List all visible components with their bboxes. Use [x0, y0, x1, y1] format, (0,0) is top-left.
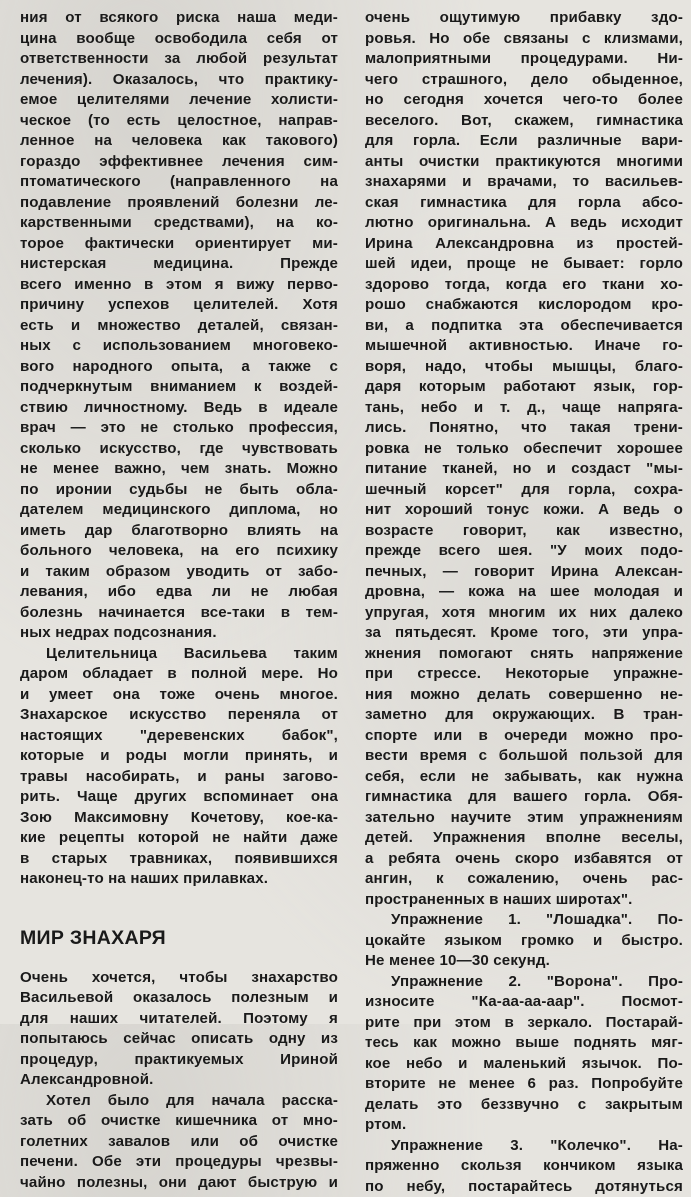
- text-line: которые и роды могли принять, и: [20, 746, 338, 767]
- text-line: ви, а подпитка эта обеспечивается: [365, 316, 683, 337]
- text-line: карственными средствами), на ко-: [20, 213, 338, 234]
- text-line: зать об очистке кишечника от мно-: [20, 1111, 338, 1132]
- text-line: Хотел было для начала расска-: [20, 1091, 338, 1112]
- text-line: чего страшного, дело обыденное,: [365, 70, 683, 91]
- text-line: сколько искусство, где чувствовать: [20, 439, 338, 460]
- text-line: возрасте говорит, как известно,: [365, 521, 683, 542]
- text-line: кие рецепты которой не найти даже: [20, 828, 338, 849]
- text-line: шечный корсет" для горла, сохра-: [365, 480, 683, 501]
- section-heading: МИР ЗНАХАРЯ: [20, 928, 338, 952]
- text-line: по иронии судьбы не быть обла-: [20, 480, 338, 501]
- text-line: пряженно скользя кончиком языка: [365, 1156, 683, 1177]
- text-line: чайно полезны, они дают быструю и: [20, 1173, 338, 1194]
- text-line: ных с использованием многовеко-: [20, 336, 338, 357]
- text-line: даром обладает в полной мере. Но: [20, 664, 338, 685]
- text-line: иметь дар благотворно влиять на: [20, 521, 338, 542]
- text-line: Знахарское искусство переняла от: [20, 705, 338, 726]
- text-line: знахарями и врачами, то васильев-: [365, 172, 683, 193]
- text-line: наконец-то на наших прилавках.: [20, 869, 338, 890]
- paragraph: [20, 1091, 338, 1194]
- text-line: всего именно в этом я вижу перво-: [20, 275, 338, 296]
- text-line: питание тканей, но и создаст "мы-: [365, 459, 683, 480]
- text-line: шей идеи, проще не бывает: горло: [365, 254, 683, 275]
- text-line: кое небо и маленький язычок. По-: [365, 1054, 683, 1075]
- exercise-3: [365, 1136, 683, 1197]
- paragraph: [20, 968, 338, 1091]
- text-line: процедур, практикуемых Ириной: [20, 1050, 338, 1071]
- text-line: [365, 1136, 683, 1157]
- text-line: больного человека, на его психику: [20, 541, 338, 562]
- text-line: по небу, постарайтесь дотянуться: [365, 1177, 683, 1197]
- text-line: износите "Ка-аа-аа-аар". Посмот-: [365, 992, 683, 1013]
- text-line: здорово тогда, когда его ткани хо-: [365, 275, 683, 296]
- text-line: голетних завалов или об очистке: [20, 1132, 338, 1153]
- exercise-label: Упражнение 2.: [391, 973, 521, 990]
- text-line: делать это беззвучно с закрытым: [365, 1095, 683, 1116]
- text-line: рошо снабжаются кислородом кро-: [365, 295, 683, 316]
- text-line: цина вообще освободила себя от: [20, 29, 338, 50]
- text-line: себя, если не забывать, как нужна: [365, 767, 683, 788]
- text-line: левания, ибо едва ли не любая: [20, 582, 338, 603]
- text-line: спорте или в очереди можно про-: [365, 726, 683, 747]
- text-line: ровка не только обеспечит хорошее: [365, 439, 683, 460]
- exercise-text: "Ворона". Про-: [521, 973, 683, 990]
- text-line: емое целителями лечение холисти-: [20, 90, 338, 111]
- text-line: гимнастика для вашего горла. Обя-: [365, 787, 683, 808]
- text-line: Очень хочется, чтобы знахарство: [20, 968, 338, 989]
- text-line: и умеет она тоже очень многое.: [20, 685, 338, 706]
- text-line: за пятьдесят. Кроме того, эти упра-: [365, 623, 683, 644]
- text-line: Ирина Александровна из простей-: [365, 234, 683, 255]
- text-line: анты очистки практикуются многими: [365, 152, 683, 173]
- text-line: рите при этом в зеркало. Постарай-: [365, 1013, 683, 1034]
- text-line: а ребята очень скоро избавятся от: [365, 849, 683, 870]
- text-line: ртом.: [365, 1115, 683, 1136]
- text-line: вторите не менее 6 раз. Попробуйте: [365, 1074, 683, 1095]
- text-line: не менее важно, чем знать. Можно: [20, 459, 338, 480]
- paragraph: [365, 8, 683, 910]
- text-line: причину успехов целителей. Хотя: [20, 295, 338, 316]
- exercise-text: "Лошадка". По-: [521, 911, 683, 928]
- exercise-label: Упражнение 1.: [391, 911, 521, 928]
- text-line: при стрессе. Некоторые упражне-: [365, 664, 683, 685]
- text-line: настоящих "деревенских бабок",: [20, 726, 338, 747]
- text-line: [365, 972, 683, 993]
- text-line: врач — это не столько профессия,: [20, 418, 338, 439]
- text-line: травы насобирать, и раны загово-: [20, 767, 338, 788]
- text-line: тань, небо и т. д., чаще напряга-: [365, 398, 683, 419]
- text-line: печных, — говорит Ирина Алексан-: [365, 562, 683, 583]
- text-line: заметно для окружающих. В тран-: [365, 705, 683, 726]
- text-line: очень ощутимую прибавку здо-: [365, 8, 683, 29]
- text-line: нит хороший тонус кожи. А ведь о: [365, 500, 683, 521]
- text-line: ангин, к сожалению, очень рас-: [365, 869, 683, 890]
- right-column: [365, 8, 683, 1197]
- paragraph: [20, 644, 338, 890]
- text-line: ния можно делать совершенно не-: [365, 685, 683, 706]
- text-line: мышечной активностью. Иначе го-: [365, 336, 683, 357]
- text-line: Целительница Васильева таким: [20, 644, 338, 665]
- text-line: ных недрах подсознания.: [20, 623, 338, 644]
- text-line: прежде всего шея. "У моих подо-: [365, 541, 683, 562]
- text-line: лечения). Оказалось, что практику-: [20, 70, 338, 91]
- exercise-1: [365, 910, 683, 972]
- text-line: торое фактически ориентирует ми-: [20, 234, 338, 255]
- text-line: тесь как можно выше поднять мяг-: [365, 1033, 683, 1054]
- text-line: ленное на человека как такового): [20, 131, 338, 152]
- text-line: гораздо эффективнее лечения сим-: [20, 152, 338, 173]
- text-line: для горла. Если различные вари-: [365, 131, 683, 152]
- left-column: [20, 8, 338, 1193]
- text-line: детей. Упражнения вполне веселы,: [365, 828, 683, 849]
- text-line: болезнь начинается все-таки в тем-: [20, 603, 338, 624]
- text-line: птоматического (направленного на: [20, 172, 338, 193]
- text-line: есть и множество деталей, связан-: [20, 316, 338, 337]
- text-line: Не менее 10—30 секунд.: [365, 951, 683, 972]
- text-line: Александровной.: [20, 1070, 338, 1091]
- text-line: попытаюсь сейчас описать одну из: [20, 1029, 338, 1050]
- text-line: Васильевой оказалось полезным и: [20, 988, 338, 1009]
- text-line: зательно научите этим упражнениям: [365, 808, 683, 829]
- text-line: лись. Понятно, что такая трени-: [365, 418, 683, 439]
- text-line: веселого. Вот, скажем, гимнастика: [365, 111, 683, 132]
- text-line: и таким образом уводить от забо-: [20, 562, 338, 583]
- text-line: ния от всякого риска наша меди-: [20, 8, 338, 29]
- text-line: упругая, хотя многим их них далеко: [365, 603, 683, 624]
- text-line: даря которым работают язык, гор-: [365, 377, 683, 398]
- text-line: ческое (то есть целостное, направ-: [20, 111, 338, 132]
- text-line: лютно оригинальна. А ведь исходит: [365, 213, 683, 234]
- text-line: воря, надо, чтобы мышцы, благо-: [365, 357, 683, 378]
- text-line: подчеркнутым вниманием к воздей-: [20, 377, 338, 398]
- text-line: малоприятными процедурами. Ни-: [365, 49, 683, 70]
- text-line: ствию личностному. Ведь в идеале: [20, 398, 338, 419]
- text-line: пространенных в наших широтах".: [365, 890, 683, 911]
- text-line: Зою Максимовну Кочетову, кое-ка-: [20, 808, 338, 829]
- text-line: ская гимнастика для горла абсо-: [365, 193, 683, 214]
- text-line: для наших читателей. Поэтому я: [20, 1009, 338, 1030]
- text-line: ровья. Но обе связаны с клизмами,: [365, 29, 683, 50]
- exercise-2: [365, 972, 683, 1136]
- text-line: цокайте языком громко и быстро.: [365, 931, 683, 952]
- text-line: в старых травниках, появившихся: [20, 849, 338, 870]
- paragraph: [20, 8, 338, 644]
- text-line: вести время с большой пользой для: [365, 746, 683, 767]
- text-line: рить. Чаще других вспоминает она: [20, 787, 338, 808]
- text-line: печени. Обе эти процедуры чрезвы-: [20, 1152, 338, 1173]
- text-line: дровна, — кожа на шее молодая и: [365, 582, 683, 603]
- text-line: но сегодня хочется чего-то более: [365, 90, 683, 111]
- text-line: жнения помогают снять напряжение: [365, 644, 683, 665]
- exercise-text: "Колечко". На-: [523, 1137, 683, 1154]
- text-line: нистерская медицина. Прежде: [20, 254, 338, 275]
- text-line: подавление проявлений болезни ле-: [20, 193, 338, 214]
- text-line: дателем медицинского диплома, но: [20, 500, 338, 521]
- text-line: ответственности за любой результат: [20, 49, 338, 70]
- text-line: вого народного опыта, а также с: [20, 357, 338, 378]
- text-line: [365, 910, 683, 931]
- exercise-label: Упражнение 3.: [391, 1137, 523, 1154]
